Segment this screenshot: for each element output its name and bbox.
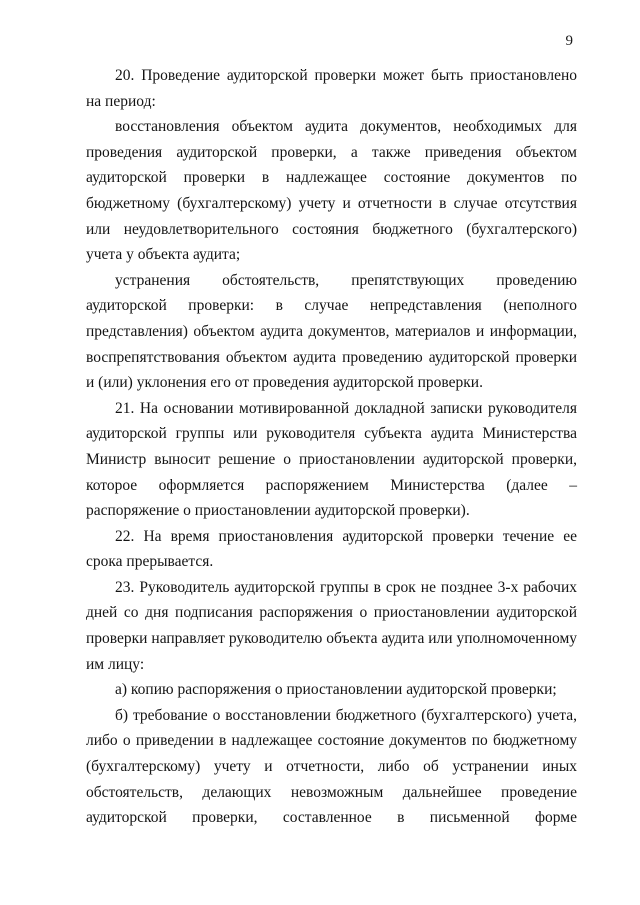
page-number: 9 bbox=[565, 33, 573, 49]
document-body bbox=[86, 63, 577, 831]
paragraph-21: 21. На основании мотивированной докладной записки руководителя аудиторской группы или руководителя субъекта аудита Министерства Министр выносит решение о приостановлении аудиторской проверки, которое оформляется распоряжением Министерства (далее – распоряжение о приостановлении аудиторской проверки). bbox=[86, 399, 577, 520]
paragraph-23-item-a: а) копию распоряжения о приостановлении аудиторской проверки; bbox=[115, 681, 557, 699]
paragraph-20-item-1: восстановления объектом аудита документов, необходимых для проведения аудиторской проверки, а также приведения объектом аудиторской проверки в надлежащее состояние документов по бюджетному (бухгалтерскому) учету и отчетности в случае отсутствия или неудовлетворительного состояния бюджетного (бухгалтерского) учета у объекта аудита; bbox=[86, 118, 577, 264]
paragraph-20: 20. Проведение аудиторской проверки может быть приостановлено на период: bbox=[86, 67, 577, 110]
paragraph-23-item-b: б) требование о восстановлении бюджетного (бухгалтерского) учета, либо о приведении в надлежащее состояние документов по бюджетному (бухгалтерскому) учету и отчетности, либо об устранении иных обстоятельств, делающих невозможным дальнейшее проведение аудиторской проверки, составленное в письменной форме bbox=[86, 706, 577, 827]
paragraph-22: 22. На время приостановления аудиторской проверки течение ее срока прерывается. bbox=[86, 527, 577, 571]
paragraph-20-item-2: устранения обстоятельств, препятствующих проведению аудиторской проверки: в случае непредставления (неполного представления) объектом аудита документов, материалов и информации, воспрепятствования объектом аудита проведению аудиторской проверки и (или) уклонения его от проведения аудиторской проверки. bbox=[86, 271, 577, 392]
paragraph-23: 23. Руководитель аудиторской группы в срок не позднее 3-х рабочих дней со дня подписания распоряжения о приостановлении аудиторской проверки направляет руководителю объекта аудита или уполномоченному им лицу: bbox=[86, 578, 577, 673]
